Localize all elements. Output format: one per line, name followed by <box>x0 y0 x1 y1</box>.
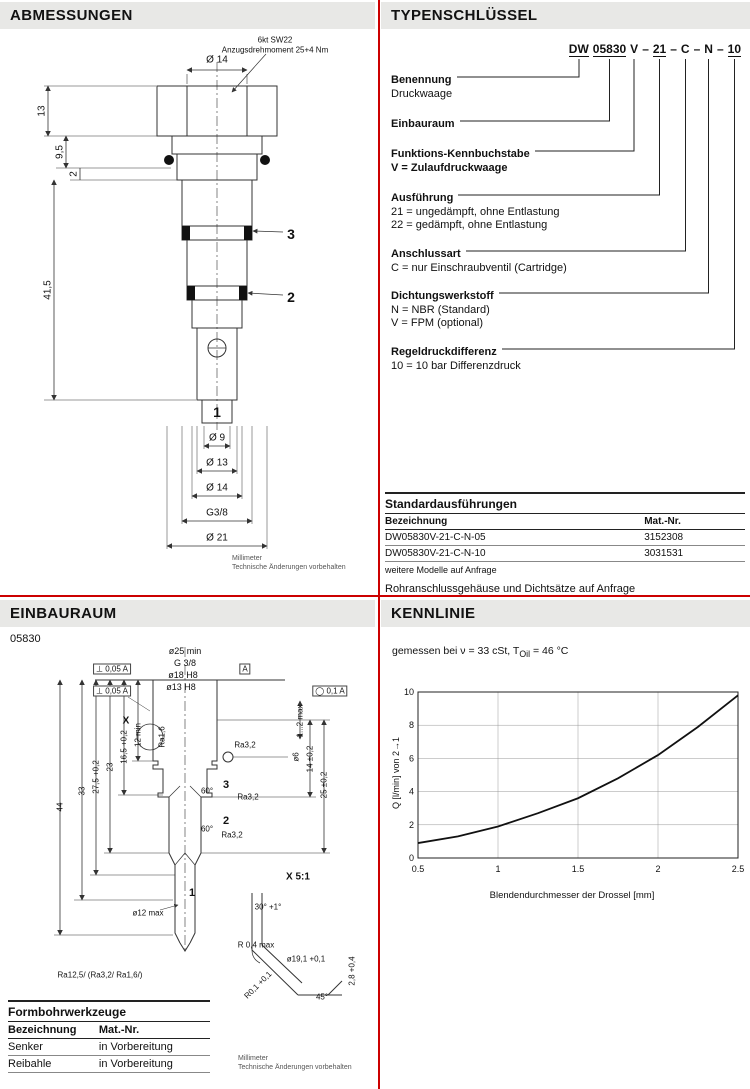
kennlinie-chart-svg <box>400 686 744 886</box>
standard-versions-title: Standardausführungen <box>385 492 745 514</box>
x-tick-label: 1.5 <box>571 864 585 874</box>
chart-y-axis-label: Q [l/min] von 2→1 <box>391 736 401 810</box>
dimension-label: ø12 max <box>132 908 164 918</box>
standard-table-note: weitere Modelle auf Anfrage <box>385 565 497 575</box>
type-entry <box>391 244 661 275</box>
type-code-segment: N <box>704 42 713 56</box>
y-tick-label: 10 <box>403 687 414 697</box>
section-header-kennlinie <box>381 600 750 627</box>
fineprint-line2: Technische Änderungen vorbehalten <box>232 564 346 571</box>
type-entry-title: Regeldruckdifferenz <box>391 346 497 358</box>
dimension-label: 2 <box>287 289 295 305</box>
dimension-label: ⊥ 0,05 A <box>93 686 131 697</box>
dimension-label: R 0,4 max <box>237 940 275 950</box>
dimension-label: 2 <box>68 171 80 177</box>
dimension-label: ø25 min <box>168 646 202 656</box>
fineprint-abmessungen <box>232 554 346 572</box>
section-header-abmessungen <box>0 2 375 29</box>
dimension-label: ◯ 0,1 A <box>312 686 347 697</box>
dimension-label: 13 <box>36 105 48 117</box>
standard-table-body <box>385 530 745 562</box>
form-tools-title: Formbohrwerkzeuge <box>8 1000 210 1022</box>
type-entries <box>391 32 750 382</box>
dimension-label: X <box>122 715 130 727</box>
form-tools-block <box>8 1000 210 1073</box>
dimension-label: 60° <box>200 786 214 796</box>
dimension-label: 3 <box>287 226 295 242</box>
dimension-label: 60° <box>200 824 214 834</box>
y-tick-label: 4 <box>408 786 414 797</box>
type-entry-line: 22 = gedämpft, ohne Entlastung <box>391 219 548 231</box>
dimension-label: 25 ±0,2 <box>319 771 329 799</box>
einbauraum-drawing-svg <box>0 645 375 1005</box>
dimension-label: Ra3,2 <box>221 830 243 840</box>
fineprint-line1: Millimeter <box>232 555 262 562</box>
dimension-label: Anzugsdrehmoment 25+4 Nm <box>221 45 329 55</box>
dimension-label: ø6 <box>291 752 301 762</box>
dimension-label: Ø 9 <box>208 432 226 444</box>
form-table <box>8 1022 210 1073</box>
col-header-bezeichnung: Bezeichnung <box>8 1022 99 1039</box>
type-code-segment: – <box>693 42 701 56</box>
dimension-label: 9,5 <box>54 145 66 159</box>
dimension-label: ⊥ 0,05 A <box>93 664 131 675</box>
type-entry-line: Druckwaage <box>391 88 453 100</box>
type-entry <box>391 342 661 373</box>
type-code-segment: 21 <box>652 42 667 56</box>
y-tick-label: 0 <box>408 853 414 863</box>
x-tick-label: 2 <box>655 864 661 874</box>
table-row <box>385 530 745 546</box>
table-row <box>385 546 745 562</box>
dimension-label: Ra12,5/ (Ra3,2/ Ra1,6/) <box>57 970 143 980</box>
condition-subscript: Oil <box>519 649 531 660</box>
dimension-label: G3/8 <box>206 507 228 519</box>
dimension-label: Ra3,2 <box>234 740 256 750</box>
type-code-segment: 10 <box>727 42 741 56</box>
type-entry-line: V = Zulaufdruckwaage <box>391 162 508 174</box>
form-table-body <box>8 1039 210 1073</box>
type-entry-line: N = NBR (Standard) <box>391 304 490 316</box>
dimension-label: R0,1 +0,1 <box>242 969 274 1001</box>
table-cell: DW05830V-21-C-N-10 <box>385 546 644 562</box>
dimension-label: Ø 21 <box>206 532 228 544</box>
table-row <box>8 1039 210 1056</box>
dimension-label: 12 min <box>133 722 143 748</box>
type-entry <box>391 114 661 132</box>
y-tick-label: 2 <box>408 819 414 830</box>
dimension-label: 2,8 +0,4 <box>347 956 357 986</box>
standard-extra-note: Rohranschlussgehäuse und Dichtsätze auf Anfrage <box>385 583 636 595</box>
kennlinie-condition <box>392 645 568 659</box>
type-entry-title: Einbauraum <box>391 118 455 130</box>
table-row <box>8 1056 210 1073</box>
table-cell: 3031531 <box>644 546 745 562</box>
x-tick-label: 2.5 <box>731 864 744 874</box>
fineprint-line1: Millimeter <box>238 1055 268 1062</box>
type-entry-title: Benennung <box>391 74 452 86</box>
section-title: EINBAURAUM <box>10 605 117 622</box>
table-cell: Senker <box>8 1039 99 1056</box>
dimension-label: A <box>239 664 250 675</box>
condition-text: gemessen bei ν = 33 cSt, T <box>392 645 520 657</box>
type-code-segment: DW <box>568 42 589 56</box>
table-cell: DW05830V-21-C-N-05 <box>385 530 644 546</box>
section-title: KENNLINIE <box>391 605 476 622</box>
col-header-matnr: Mat.-Nr. <box>99 1022 210 1039</box>
type-entry-title: Ausführung <box>391 192 454 204</box>
chart-x-axis-label: Blendendurchmesser der Drossel [mm] <box>489 890 655 901</box>
standard-table <box>385 514 745 562</box>
einbauraum-subtitle: 05830 <box>10 633 41 645</box>
type-entry-line: 10 = 10 bar Differenzdruck <box>391 360 521 372</box>
dimension-label: 1...2 max <box>295 704 305 738</box>
dimension-label: 41,5 <box>42 280 54 300</box>
type-entry-title: Anschlussart <box>391 248 461 260</box>
type-entry <box>391 188 661 232</box>
type-entry <box>391 70 661 101</box>
type-code-segment: – <box>716 42 724 56</box>
x-tick-label: 0.5 <box>411 864 425 874</box>
dimension-label: Ø 14 <box>206 54 228 66</box>
y-tick-label: 6 <box>408 753 414 764</box>
kennlinie-chart <box>384 678 746 918</box>
dimension-label: X 5:1 <box>286 871 310 883</box>
dimension-label: 1 <box>213 404 221 420</box>
table-cell: 3152308 <box>644 530 745 546</box>
condition-text-end: = 46 °C <box>530 645 569 657</box>
type-entry-line: V = FPM (optional) <box>391 317 484 329</box>
dimension-label: 3 <box>222 779 230 791</box>
table-cell: Reibahle <box>8 1056 99 1073</box>
type-code-segment: – <box>642 42 649 56</box>
dimension-label: 27,5 +0,2 <box>91 760 101 794</box>
dimension-label: 14 ±0,2 <box>305 745 315 773</box>
section-title: TYPENSCHLÜSSEL <box>391 7 538 24</box>
abmessungen-drawing <box>0 28 375 568</box>
fineprint-line2: Technische Änderungen vorbehalten <box>238 1064 352 1071</box>
y-tick-label: 8 <box>408 720 414 731</box>
dimension-label: 6kt SW22 <box>257 35 293 45</box>
dimension-label: 30° +1° <box>254 902 282 912</box>
dimension-label: Ra3,2 <box>237 792 259 802</box>
type-code-segment: 05830 <box>592 42 627 56</box>
table-cell: in Vorbereitung <box>99 1039 210 1056</box>
type-key-block <box>385 32 747 382</box>
dimension-label: 45° <box>315 992 329 1002</box>
horizontal-divider <box>0 595 750 597</box>
table-cell: in Vorbereitung <box>99 1056 210 1073</box>
type-entry-line: 21 = ungedämpft, ohne Entlastung <box>391 206 560 218</box>
fineprint-einbauraum <box>238 1054 352 1072</box>
dimension-label: 44 <box>55 802 65 812</box>
einbauraum-drawing <box>0 645 375 1005</box>
dimension-label: ø13 H8 <box>166 682 196 692</box>
dimension-label: G 3/8 <box>173 658 197 668</box>
dimension-label: 23 <box>105 762 115 772</box>
dimension-label: ø18 H8 <box>168 670 198 680</box>
type-entry-line: C = nur Einschraubventil (Cartridge) <box>391 262 567 274</box>
section-title: ABMESSUNGEN <box>10 7 133 24</box>
type-entry <box>391 286 661 330</box>
section-header-typenschluessel <box>381 2 750 29</box>
col-header-matnr: Mat.-Nr. <box>644 514 745 530</box>
type-code-segment: C <box>680 42 690 56</box>
dimension-label: Ø 13 <box>206 457 228 469</box>
type-entry <box>391 144 661 175</box>
dimension-label: Ø 14 <box>206 482 228 494</box>
col-header-bezeichnung: Bezeichnung <box>385 514 644 530</box>
dimension-label: 1 <box>188 887 196 899</box>
type-entry-title: Dichtungswerkstoff <box>391 290 494 302</box>
dimension-label: 2 <box>222 815 230 827</box>
dimension-label: 16,5 +0,2 <box>119 730 129 764</box>
section-header-einbauraum <box>0 600 375 627</box>
dimension-label: ø19,1 +0,1 <box>286 954 326 964</box>
x-tick-label: 1 <box>495 864 501 874</box>
dimension-label: Ra1,6 <box>157 726 167 748</box>
standard-versions-block <box>385 492 745 595</box>
type-code-segment: – <box>670 42 677 56</box>
vertical-divider <box>378 0 380 1089</box>
type-entry-title: Funktions-Kennbuchstabe <box>391 148 530 160</box>
dimension-label: 33 <box>77 786 87 796</box>
type-code-segment: V <box>630 42 639 56</box>
abmessungen-drawing-svg <box>0 28 375 568</box>
